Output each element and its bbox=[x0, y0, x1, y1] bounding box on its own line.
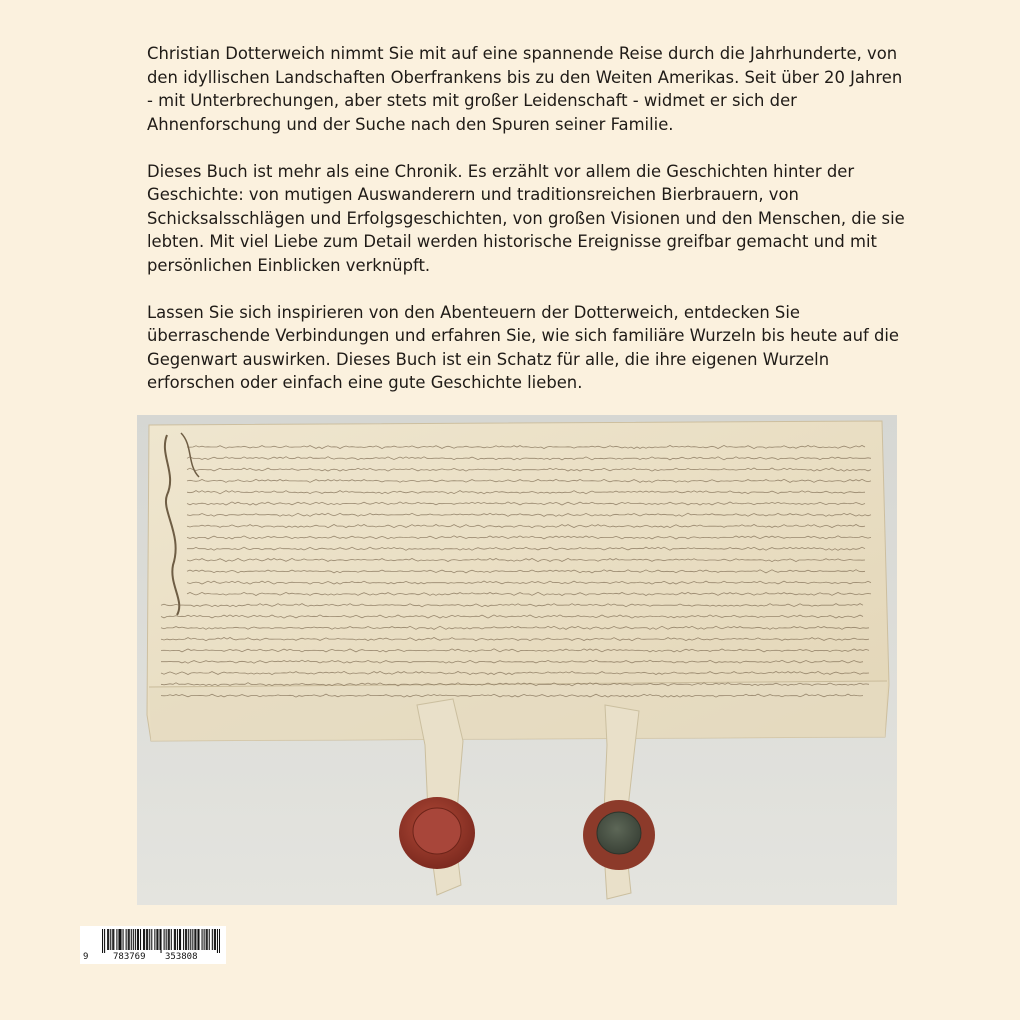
charter-illustration bbox=[137, 415, 897, 905]
barcode-bar bbox=[212, 929, 213, 950]
paragraph-intro: Christian Dotterweich nimmt Sie mit auf eine spannende Reise durch die Jahrhunderte, von den idyllischen Landschaften Oberfrankens bis zu den Weiten Amerikas. Seit über 20 Jahren - mit Unterbrechungen, aber stets mit großer Leidenschaft - widmet er sich der Ahnenforschung und der Suche nach den Spuren seiner Familie. bbox=[147, 44, 903, 134]
barcode-bar bbox=[188, 929, 189, 950]
barcode-bar bbox=[159, 929, 160, 950]
barcode-bar bbox=[120, 929, 121, 950]
seal-impression-red bbox=[413, 808, 461, 854]
barcode-bar bbox=[138, 929, 139, 950]
barcode-bar bbox=[209, 929, 210, 950]
parchment-fold bbox=[149, 681, 887, 741]
barcode-bar bbox=[202, 929, 203, 950]
cover-text bbox=[147, 42, 907, 418]
barcode-bar bbox=[192, 929, 193, 950]
barcode-bar bbox=[102, 929, 103, 953]
barcode-bar bbox=[154, 929, 155, 950]
barcode-bar bbox=[171, 929, 172, 950]
barcode-bar bbox=[137, 929, 138, 950]
barcode-bar bbox=[204, 929, 205, 950]
charter-photo bbox=[137, 415, 897, 905]
barcode-bar bbox=[104, 929, 105, 953]
barcode-bar bbox=[157, 929, 158, 950]
barcode-bar bbox=[133, 929, 134, 950]
barcode-bar bbox=[217, 929, 218, 953]
barcode-bar bbox=[144, 929, 145, 950]
barcode-bar bbox=[110, 929, 111, 950]
barcode-digits-right: 353808 bbox=[165, 952, 198, 962]
barcode-bar-group bbox=[102, 929, 220, 953]
barcode-bar bbox=[116, 929, 117, 950]
barcode-bar bbox=[135, 929, 136, 950]
barcode-bar bbox=[197, 929, 198, 950]
barcode-bar bbox=[169, 929, 170, 950]
barcode-bar bbox=[107, 929, 108, 950]
barcode-bar bbox=[166, 929, 167, 950]
barcode-bar bbox=[177, 929, 178, 950]
barcode-bars bbox=[102, 929, 220, 953]
barcode-bar bbox=[164, 929, 165, 950]
barcode-bar bbox=[179, 929, 180, 950]
barcode-bar bbox=[214, 929, 215, 950]
barcode-bar bbox=[190, 929, 191, 950]
barcode-bar bbox=[146, 929, 147, 950]
barcode-bar bbox=[126, 929, 127, 950]
barcode-bar bbox=[128, 929, 129, 950]
barcode-bar bbox=[168, 929, 169, 950]
barcode-bar bbox=[119, 929, 120, 950]
barcode-bar bbox=[143, 929, 144, 950]
barcode-bar bbox=[198, 929, 199, 950]
barcode-digit-first: 9 bbox=[83, 952, 89, 962]
paragraph-chronicle: Dieses Buch ist mehr als eine Chronik. Es erzählt vor allem die Geschichten hinter der Geschichte: von mutigen Auswanderern und traditionsreichen Bierbrauern, von Schicksalsschlägen und Erfolgsgeschichten, von großen Visionen und den Menschen, die sie lebten. Mit viel Liebe zum Detail werden historische Ereignisse greifbar gemacht und mit persönlichen Einblicken verknüpft. bbox=[147, 161, 905, 275]
barcode-bar bbox=[215, 929, 216, 950]
barcode-bar bbox=[174, 929, 175, 950]
barcode-bar bbox=[206, 929, 207, 950]
barcode-bar bbox=[112, 929, 113, 950]
barcode-bar bbox=[207, 929, 208, 950]
barcode-bar bbox=[180, 929, 181, 950]
barcode-bar bbox=[156, 929, 157, 950]
barcode-bar bbox=[131, 929, 132, 950]
barcode-bar bbox=[108, 929, 109, 950]
barcode-bar bbox=[113, 929, 114, 950]
wax-seal-green bbox=[597, 812, 641, 854]
barcode-bar bbox=[185, 929, 186, 950]
barcode-bar bbox=[151, 929, 152, 950]
barcode-bar bbox=[186, 929, 187, 950]
barcode-bar bbox=[219, 929, 220, 953]
barcode-bar bbox=[140, 929, 141, 950]
barcode-bar bbox=[194, 929, 195, 950]
barcode-bar bbox=[147, 929, 148, 950]
barcode-bar bbox=[195, 929, 196, 950]
barcode-digits-left: 783769 bbox=[113, 952, 146, 962]
barcode-bar bbox=[175, 929, 176, 950]
paragraph-inspiration: Lassen Sie sich inspirieren von den Abenteuern der Dotterweich, entdecken Sie überraschende Verbindungen und erfahren Sie, wie sich familiäre Wurzeln bis heute auf die Gegenwart auswirken. Dieses Buch ist ein Schatz für alle, die ihre eigenen Wurzeln erforschen oder einfach eine gute Geschichte lieben. bbox=[147, 302, 899, 392]
barcode-bar bbox=[149, 929, 150, 950]
barcode-bar bbox=[183, 929, 184, 950]
barcode-bar bbox=[160, 929, 161, 953]
barcode-bar bbox=[118, 929, 119, 950]
barcode-bar bbox=[129, 929, 130, 950]
barcode-digits bbox=[83, 951, 223, 963]
isbn-barcode bbox=[80, 926, 226, 964]
barcode-bar bbox=[123, 929, 124, 950]
